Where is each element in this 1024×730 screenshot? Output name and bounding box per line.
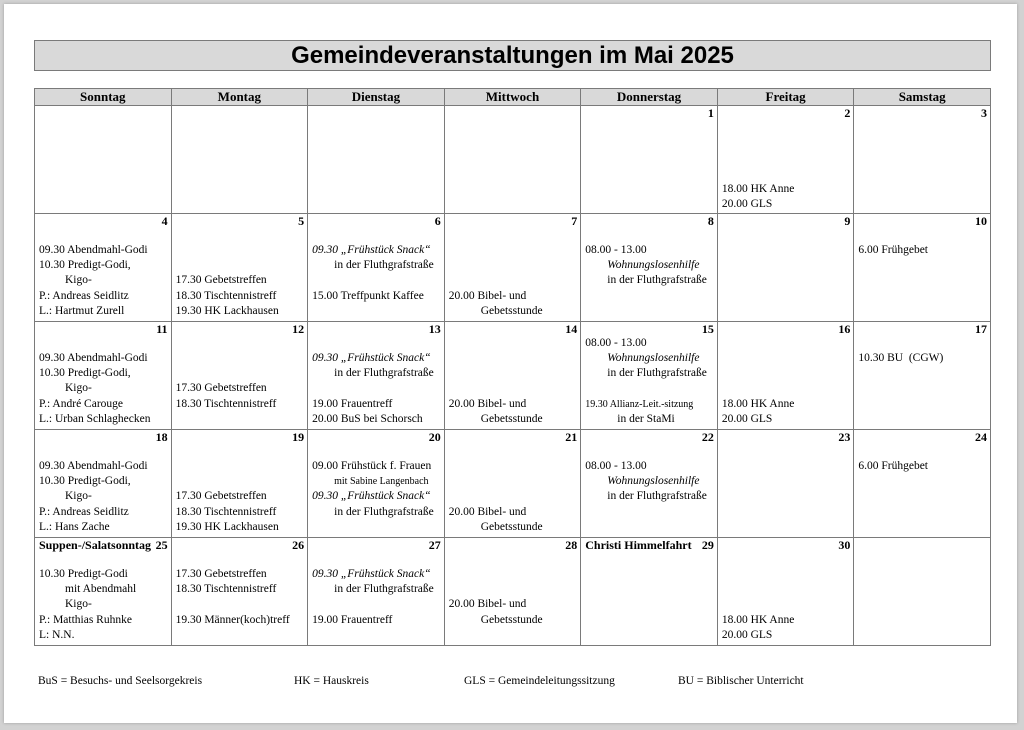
event-line: 10.30 Predigt-Godi bbox=[39, 568, 128, 580]
day-cell bbox=[444, 214, 581, 322]
weekday-header: Donnerstag bbox=[581, 89, 718, 106]
day-cell bbox=[308, 322, 445, 430]
event-line: in der StaMi bbox=[617, 413, 675, 425]
day-cell bbox=[35, 322, 172, 430]
day-cell bbox=[854, 322, 991, 430]
day-cell bbox=[35, 430, 172, 538]
calendar-page bbox=[4, 4, 1017, 723]
empty-day-cell bbox=[35, 106, 172, 214]
event-line: Gebetsstunde bbox=[480, 521, 543, 533]
event-line: 20.00 Bibel- und bbox=[448, 506, 527, 518]
event-line: 19.00 Frauentreff bbox=[312, 614, 393, 626]
event-line: Kigo- bbox=[65, 382, 92, 394]
event-line: 09.30 „Frühstück Snack“ bbox=[312, 568, 431, 580]
event-line: in der Fluthgrafstraße bbox=[607, 367, 707, 379]
event-line: 08.00 - 13.00 bbox=[585, 460, 647, 472]
event-line: 18.30 Tischtennistreff bbox=[175, 583, 277, 595]
event-line: mit Abendmahl bbox=[65, 583, 137, 595]
event-line: 09.30 Abendmahl-Godi bbox=[39, 244, 148, 256]
event-line: P.: Andreas Seidlitz bbox=[39, 506, 129, 518]
legend-gls: GLS = Gemeindeleitungssitzung bbox=[464, 675, 615, 687]
legend-bus: BuS = Besuchs- und Seelsorgekreis bbox=[38, 675, 203, 687]
event-line: 19.00 Frauentreff bbox=[312, 398, 393, 410]
event-line: in der Fluthgrafstraße bbox=[334, 367, 434, 379]
day-cell bbox=[444, 430, 581, 538]
day-number: 20 bbox=[428, 430, 441, 444]
calendar-table bbox=[34, 88, 991, 646]
event-line: Wohnungslosenhilfe bbox=[607, 352, 700, 364]
day-cell bbox=[171, 322, 308, 430]
day-number: 3 bbox=[981, 106, 987, 120]
day-cell bbox=[308, 538, 445, 646]
event-line: 09.30 Abendmahl-Godi bbox=[39, 352, 148, 364]
day-number: 9 bbox=[844, 214, 851, 228]
event-line: 15.00 Treffpunkt Kaffee bbox=[312, 290, 424, 302]
day-number: 15 bbox=[701, 322, 714, 336]
event-line: Kigo- bbox=[65, 598, 92, 610]
event-line: 20.00 GLS bbox=[721, 413, 773, 425]
event-line: 6.00 Frühgebet bbox=[858, 460, 929, 472]
day-cell bbox=[308, 214, 445, 322]
week-row bbox=[35, 106, 991, 214]
event-line: 08.00 - 13.00 bbox=[585, 244, 647, 256]
day-number: 25 bbox=[155, 538, 168, 552]
weekday-header: Freitag bbox=[717, 89, 854, 106]
day-number: 6 bbox=[434, 214, 441, 228]
event-line: 09.30 „Frühstück Snack“ bbox=[312, 352, 431, 364]
day-number: 19 bbox=[292, 430, 305, 444]
event-line: 17.30 Gebetstreffen bbox=[175, 490, 267, 502]
empty-day-cell bbox=[444, 106, 581, 214]
day-cell bbox=[171, 538, 308, 646]
day-cell bbox=[581, 106, 718, 214]
weekday-header-row bbox=[35, 89, 991, 106]
event-line: 10.30 Predigt-Godi, bbox=[39, 367, 131, 379]
event-line: 09.00 Frühstück f. Frauen bbox=[312, 460, 432, 472]
event-line: Kigo- bbox=[65, 274, 92, 286]
legend-hk: HK = Hauskreis bbox=[294, 675, 369, 687]
day-cell bbox=[308, 430, 445, 538]
legend bbox=[38, 675, 998, 691]
day-number: 7 bbox=[571, 214, 578, 228]
event-line: 09.30 „Frühstück Snack“ bbox=[312, 490, 431, 502]
special-day-label: Christi Himmelfahrt bbox=[585, 538, 692, 552]
event-line: L.: Hans Zache bbox=[39, 521, 110, 533]
day-cell bbox=[171, 214, 308, 322]
day-number: 21 bbox=[565, 430, 578, 444]
event-line: 19.30 HK Lackhausen bbox=[175, 521, 279, 533]
day-cell bbox=[35, 538, 172, 646]
day-cell bbox=[581, 430, 718, 538]
day-number: 28 bbox=[565, 538, 578, 552]
empty-day-cell bbox=[171, 106, 308, 214]
day-cell bbox=[581, 538, 718, 646]
day-number: 23 bbox=[838, 430, 851, 444]
event-line: 18.00 HK Anne bbox=[721, 614, 795, 626]
event-line: Wohnungslosenhilfe bbox=[607, 259, 700, 271]
event-line: 08.00 - 13.00 bbox=[585, 337, 647, 349]
event-line: 20.00 Bibel- und bbox=[448, 598, 527, 610]
legend-bu: BU = Biblischer Unterricht bbox=[678, 675, 804, 687]
day-number: 8 bbox=[707, 214, 714, 228]
day-number: 2 bbox=[844, 106, 851, 120]
weekday-header: Samstag bbox=[854, 89, 991, 106]
event-line: 6.00 Frühgebet bbox=[858, 244, 929, 256]
event-line: 18.00 HK Anne bbox=[721, 183, 795, 195]
event-line: 19.30 Männer(koch)treff bbox=[175, 614, 290, 626]
event-line: 17.30 Gebetstreffen bbox=[175, 274, 267, 286]
event-line: Wohnungslosenhilfe bbox=[607, 475, 700, 487]
event-line: 09.30 „Frühstück Snack“ bbox=[312, 244, 431, 256]
event-line: in der Fluthgrafstraße bbox=[334, 583, 434, 595]
day-cell bbox=[854, 430, 991, 538]
day-cell bbox=[444, 322, 581, 430]
week-row bbox=[35, 538, 991, 646]
empty-day-cell bbox=[308, 106, 445, 214]
weekday-header: Sonntag bbox=[35, 89, 172, 106]
weekday-header: Mittwoch bbox=[444, 89, 581, 106]
day-cell bbox=[717, 430, 854, 538]
event-line: 20.00 Bibel- und bbox=[448, 398, 527, 410]
event-line: L: N.N. bbox=[39, 629, 75, 641]
event-line: 18.00 HK Anne bbox=[721, 398, 795, 410]
day-cell bbox=[854, 214, 991, 322]
day-number: 11 bbox=[156, 322, 168, 336]
event-line: 20.00 BuS bei Schorsch bbox=[312, 413, 423, 425]
special-day-label: Suppen-/Salatsonntag bbox=[39, 538, 152, 552]
event-line: P.: Andreas Seidlitz bbox=[39, 290, 129, 302]
day-cell bbox=[854, 106, 991, 214]
day-number: 30 bbox=[838, 538, 851, 552]
event-line: in der Fluthgrafstraße bbox=[607, 490, 707, 502]
event-line: in der Fluthgrafstraße bbox=[334, 259, 434, 271]
day-cell bbox=[581, 214, 718, 322]
week-row bbox=[35, 214, 991, 322]
event-line: 10.30 BU (CGW) bbox=[858, 352, 944, 364]
event-line: Kigo- bbox=[65, 490, 92, 502]
day-number: 29 bbox=[701, 538, 714, 552]
event-line: 18.30 Tischtennistreff bbox=[175, 506, 277, 518]
day-cell bbox=[717, 214, 854, 322]
day-number: 5 bbox=[298, 214, 305, 228]
day-cell bbox=[171, 430, 308, 538]
day-number: 18 bbox=[155, 430, 168, 444]
event-line: 20.00 Bibel- und bbox=[448, 290, 527, 302]
event-line: Gebetsstunde bbox=[480, 413, 543, 425]
day-number: 10 bbox=[975, 214, 987, 228]
day-number: 1 bbox=[707, 106, 714, 120]
event-line: 18.30 Tischtennistreff bbox=[175, 398, 277, 410]
event-line: 18.30 Tischtennistreff bbox=[175, 290, 277, 302]
event-line: in der Fluthgrafstraße bbox=[334, 506, 434, 518]
day-number: 24 bbox=[975, 430, 987, 444]
event-line: P.: André Carouge bbox=[39, 398, 124, 410]
day-number: 17 bbox=[975, 322, 987, 336]
empty-day-cell bbox=[854, 538, 991, 646]
event-line: 10.30 Predigt-Godi, bbox=[39, 475, 131, 487]
event-line: Gebetsstunde bbox=[480, 614, 543, 626]
day-number: 22 bbox=[701, 430, 714, 444]
day-number: 14 bbox=[565, 322, 578, 336]
event-line: 10.30 Predigt-Godi, bbox=[39, 259, 131, 271]
event-line: 09.30 Abendmahl-Godi bbox=[39, 460, 148, 472]
event-line: L.: Urban Schlaghecken bbox=[39, 413, 151, 425]
event-line: mit Sabine Langenbach bbox=[334, 476, 429, 487]
event-line: 17.30 Gebetstreffen bbox=[175, 382, 267, 394]
day-number: 13 bbox=[428, 322, 441, 336]
weekday-header: Montag bbox=[171, 89, 308, 106]
event-line: L.: Hartmut Zurell bbox=[39, 305, 125, 317]
page-title: Gemeindeveranstaltungen im Mai 2025 bbox=[34, 40, 991, 71]
event-line: 17.30 Gebetstreffen bbox=[175, 568, 267, 580]
event-line: Gebetsstunde bbox=[480, 305, 543, 317]
week-row bbox=[35, 322, 991, 430]
event-line: 19.30 HK Lackhausen bbox=[175, 305, 279, 317]
weekday-header: Dienstag bbox=[308, 89, 445, 106]
day-cell bbox=[717, 538, 854, 646]
event-line: 20.00 GLS bbox=[721, 629, 773, 641]
event-line: 20.00 GLS bbox=[721, 198, 773, 210]
day-number: 26 bbox=[292, 538, 305, 552]
day-cell bbox=[717, 322, 854, 430]
day-number: 4 bbox=[161, 214, 168, 228]
day-number: 12 bbox=[292, 322, 305, 336]
day-number: 16 bbox=[838, 322, 851, 336]
event-line: in der Fluthgrafstraße bbox=[607, 274, 707, 286]
event-line: 19.30 Allianz-Leit.-sitzung bbox=[585, 399, 694, 410]
day-cell bbox=[581, 322, 718, 430]
day-cell bbox=[35, 214, 172, 322]
day-number: 27 bbox=[428, 538, 441, 552]
day-cell bbox=[717, 106, 854, 214]
day-cell bbox=[444, 538, 581, 646]
week-row bbox=[35, 430, 991, 538]
event-line: P.: Matthias Ruhnke bbox=[39, 614, 132, 626]
